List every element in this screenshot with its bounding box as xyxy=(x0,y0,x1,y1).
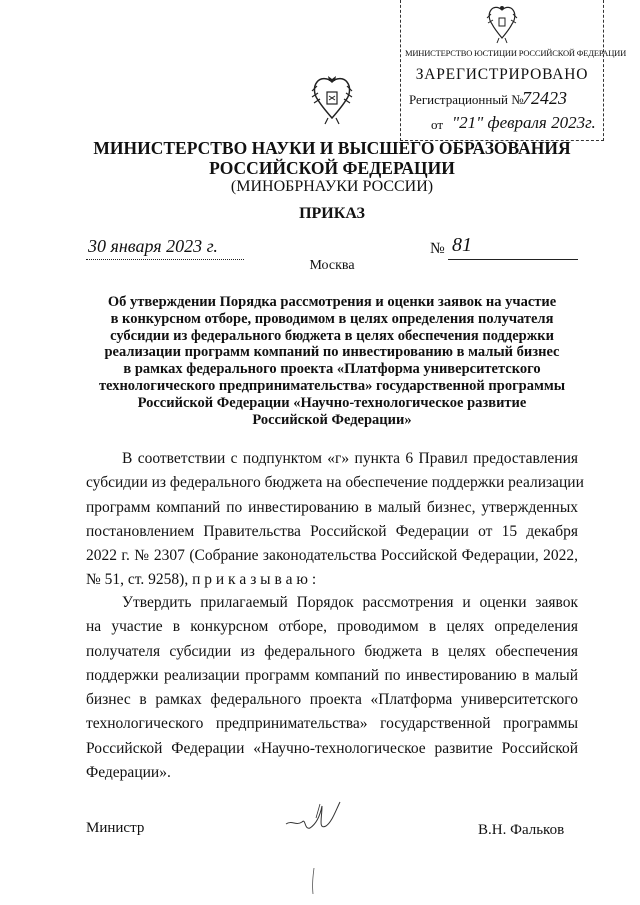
title-line: в рамках федерального проекта «Платформа университетского xyxy=(123,361,541,378)
body-paragraph-2 xyxy=(86,591,578,785)
registration-stamp xyxy=(400,0,627,141)
paragraph-line: № 51, ст. 9258), п р и к а з ы в а ю : xyxy=(86,571,317,589)
body-paragraph-1 xyxy=(86,447,584,593)
handwritten-signature-icon xyxy=(276,796,356,836)
stamp-reg-number: 72423 xyxy=(522,88,567,108)
ministry-name xyxy=(60,138,604,178)
title-line: реализации программ компаний по инвестированию в малый бизнес xyxy=(104,344,560,361)
order-number-sign: № xyxy=(430,240,445,257)
paragraph-line: Федерации». xyxy=(86,764,171,782)
stamp-reg-label: Регистрационный № xyxy=(409,92,524,107)
ministry-name-line1: МИНИСТЕРСТВО НАУКИ И ВЫСШЕГО ОБРАЗОВАНИЯ xyxy=(93,138,571,158)
paragraph-line: 2022 г. № 2307 (Собрание законодательства Российской Федерации, 2022, xyxy=(86,547,578,565)
paragraph-line: Утвердить прилагаемый Порядок рассмотрения и оценки заявок xyxy=(122,594,578,611)
title-line: субсидии из федерального бюджета в целях обеспечения поддержки xyxy=(110,327,554,344)
signatory-name: В.Н. Фальков xyxy=(478,822,565,838)
title-line: в конкурсном отборе, проводимом в целях определения получателя xyxy=(110,310,554,327)
order-number: 81 xyxy=(452,234,472,256)
paragraph-line: постановлением Правительства Российской Федерации от 15 декабря xyxy=(86,522,578,540)
paragraph-line: программ компаний по инвестированию в малый бизнес, утвержденных xyxy=(86,498,578,516)
ministry-name-line2: РОССИЙСКОЙ ФЕДЕРАЦИИ xyxy=(209,158,455,178)
paragraph-line: на участие в конкурсном отборе, проводимом в целях определения xyxy=(86,618,578,636)
coat-of-arms-icon xyxy=(310,74,354,126)
stamp-ministry-name: МИНИСТЕРСТВО ЮСТИЦИИ РОССИЙСКОЙ ФЕДЕРАЦИИ xyxy=(405,48,627,58)
paragraph-line: получателя субсидии из федерального бюджета в целях обеспечения xyxy=(86,642,578,660)
title-line: Российской Федерации «Научно-технологическое развитие xyxy=(137,394,527,411)
paragraph-line: бизнес в рамках федерального проекта «Платформа университетского xyxy=(86,691,578,709)
pen-mark-icon xyxy=(309,866,317,896)
signatory-title: Министр xyxy=(86,820,145,836)
title-line: технологического предпринимательства» государственной программы xyxy=(98,377,566,394)
stamp-coat-of-arms-icon xyxy=(485,4,519,44)
stamp-status: ЗАРЕГИСТРИРОВАНО xyxy=(415,66,589,83)
paragraph-line: технологического предпринимательства» государственной программы xyxy=(86,715,578,733)
city: Москва xyxy=(309,258,355,273)
ministry-short-name: (МИНОБРНАУКИ РОССИИ) xyxy=(230,178,434,195)
paragraph-line: субсидии из федерального бюджета на обеспечение поддержки реализации xyxy=(86,474,584,492)
document-type: ПРИКАЗ xyxy=(299,205,365,222)
stamp-date-prefix: от xyxy=(431,117,444,132)
order-title xyxy=(86,294,578,428)
paragraph-line: Российской Федерации «Научно-технологическое развитие Российской xyxy=(86,739,578,757)
title-line: Об утверждении Порядка рассмотрения и оценки заявок на участие xyxy=(107,294,557,310)
stamp-date: "21" февраля 2023г. xyxy=(452,113,596,132)
order-date: 30 января 2023 г. xyxy=(88,236,218,256)
title-line: Российской Федерации» xyxy=(252,411,412,428)
paragraph-line: поддержки реализации программ компаний по инвестированию в малый xyxy=(86,666,578,684)
paragraph-line: В соответствии с подпунктом «г» пункта 6 Правил предоставления xyxy=(122,450,578,467)
